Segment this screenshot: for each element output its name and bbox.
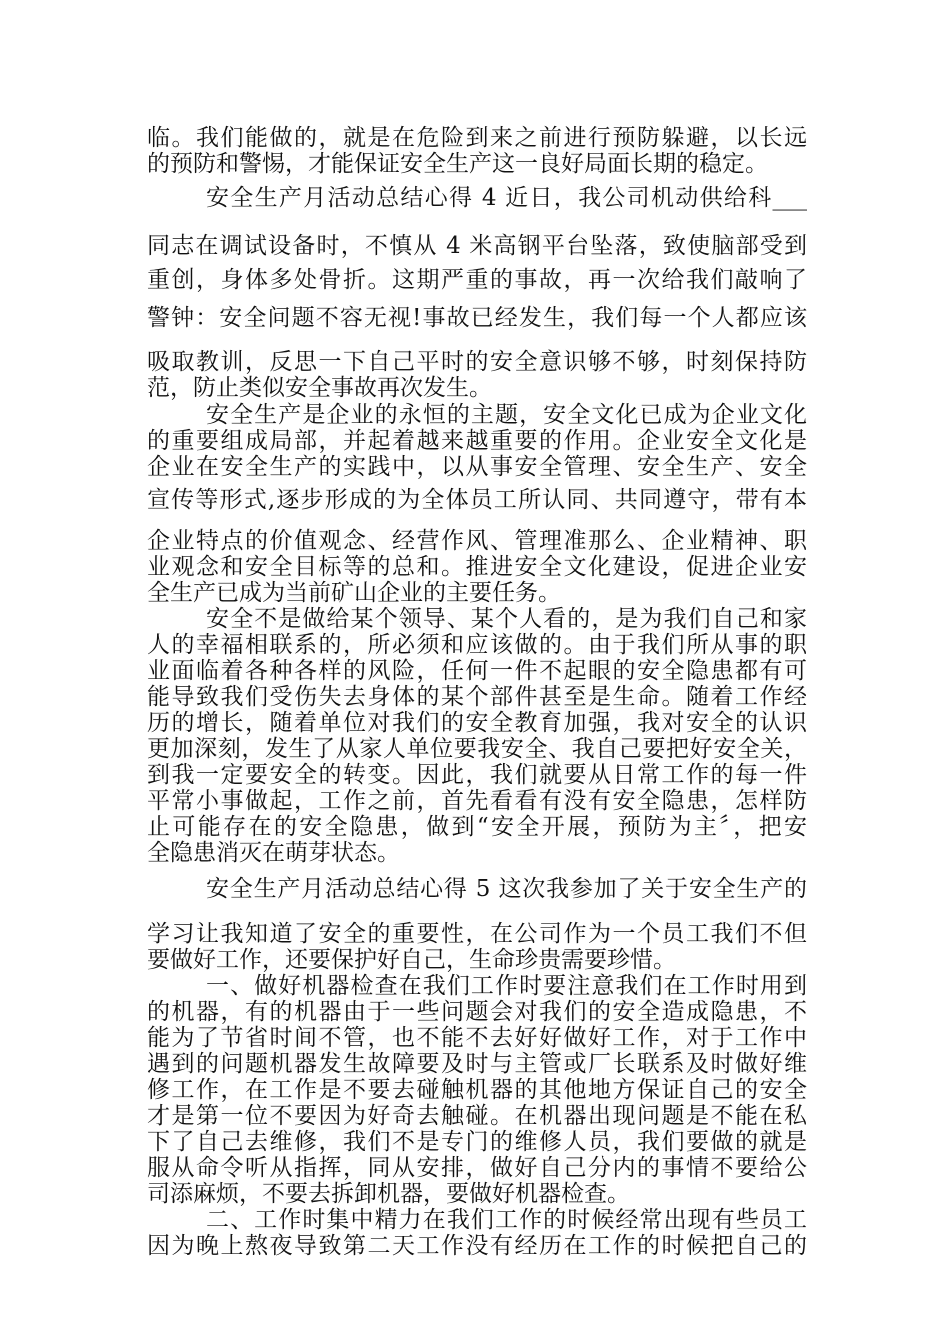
- text-line: 因为晚上熬夜导致第二天工作没有经历在工作的时候把自己的: [147, 1233, 807, 1259]
- text-line: 学习让我知道了安全的重要性，在公司作为一个员工我们不但: [147, 921, 807, 947]
- text-line: 才是第一位不要因为好奇去触碰。在机器出现问题是不能在私: [147, 1103, 807, 1129]
- text-line: 警钟：安全问题不容无视!事故已经发生，我们每一个人都应该: [147, 305, 807, 331]
- text-line: 修工作，在工作是不要去碰触机器的其他地方保证自己的安全: [147, 1077, 807, 1103]
- text-line: 宣传等形式,逐步形成的为全体员工所认同、共同遵守，带有本: [147, 487, 807, 513]
- text-line: 更加深刻，发生了从家人单位要我安全、我自己要把好安全关，: [147, 736, 807, 762]
- text-line: 能导致我们受伤失去身体的某个部件甚至是生命。随着工作经: [147, 684, 807, 710]
- text-line: 平常小事做起，工作之前，首先看看有没有安全隐患，怎样防: [147, 788, 807, 814]
- text-line: 止可能存在的安全隐患，做到“安全开展，预防为主〞，把安: [147, 814, 807, 840]
- text-line: 到我一定要安全的转变。因此，我们就要从日常工作的每一件: [147, 762, 807, 788]
- text-line: 吸取教训，反思一下自己平时的安全意识够不够，时刻保持防: [147, 349, 807, 375]
- text-line: 的机器，有的机器由于一些问题会对我们的安全造成隐患，不: [147, 999, 807, 1025]
- text-line: 历的增长，随着单位对我们的安全教育加强，我对安全的认识: [147, 710, 807, 736]
- text-line: 的预防和警惕，才能保证安全生产这一良好局面长期的稳定。: [147, 151, 768, 177]
- text-line: 要做好工作，还要保护好自己，生命珍贵需要珍惜。: [147, 947, 676, 973]
- text-line: 服从命令听从指挥，同从安排，做好自己分内的事情不要给公: [147, 1155, 807, 1181]
- text-line: 范，防止类似安全事故再次发生。: [147, 375, 492, 401]
- text-line: 全隐患消灭在萌芽状态。: [147, 840, 400, 866]
- text-line: 安全不是做给某个领导、某个人看的，是为我们自己和家: [206, 606, 807, 632]
- text-line: 同志在调试设备时，不慎从 4 米高钢平台坠落，致使脑部受到: [147, 233, 807, 259]
- text-line: 全生产已成为当前矿山企业的主要任务。: [147, 580, 561, 606]
- text-line: 安全生产是企业的永恒的主题，安全文化已成为企业文化: [206, 402, 807, 428]
- text-line: 业面临着各种各样的风险，任何一件不起眼的安全隐患都有可: [147, 658, 807, 684]
- text-line: 安全生产月活动总结心得 4 近日，我公司机动供给科___: [206, 185, 807, 211]
- text-line: 临。我们能做的，就是在危险到来之前进行预防躲避，以长远: [147, 125, 807, 151]
- text-line: 能为了节省时间不管，也不能不去好好做好工作，对于工作中: [147, 1025, 807, 1051]
- text-line: 业观念和安全目标等的总和。推进安全文化建设，促进企业安: [147, 554, 807, 580]
- text-line: 企业在安全生产的实践中，以从事安全管理、安全生产、安全: [147, 454, 807, 480]
- text-line: 人的幸福相联系的，所必须和应该做的。由于我们所从事的职: [147, 632, 807, 658]
- text-line: 的重要组成局部，并起着越来越重要的作用。企业安全文化是: [147, 428, 807, 454]
- text-line: 企业特点的价值观念、经营作风、管理准那么、企业精神、职: [147, 528, 807, 554]
- text-line: 遇到的问题机器发生故障要及时与主管或厂长联系及时做好维: [147, 1051, 807, 1077]
- text-line: 安全生产月活动总结心得 5 这次我参加了关于安全生产的: [206, 876, 807, 902]
- text-line: 司添麻烦，不要去拆卸机器，要做好机器检查。: [147, 1181, 630, 1207]
- text-line: 二、工作时集中精力在我们工作的时候经常出现有些员工: [206, 1207, 807, 1233]
- text-line: 一、做好机器检查在我们工作时要注意我们在工作时用到: [206, 973, 807, 999]
- text-line: 下了自己去维修，我们不是专门的维修人员，我们要做的就是: [147, 1129, 807, 1155]
- text-line: 重创，身体多处骨折。这期严重的事故，再一次给我们敲响了: [147, 267, 807, 293]
